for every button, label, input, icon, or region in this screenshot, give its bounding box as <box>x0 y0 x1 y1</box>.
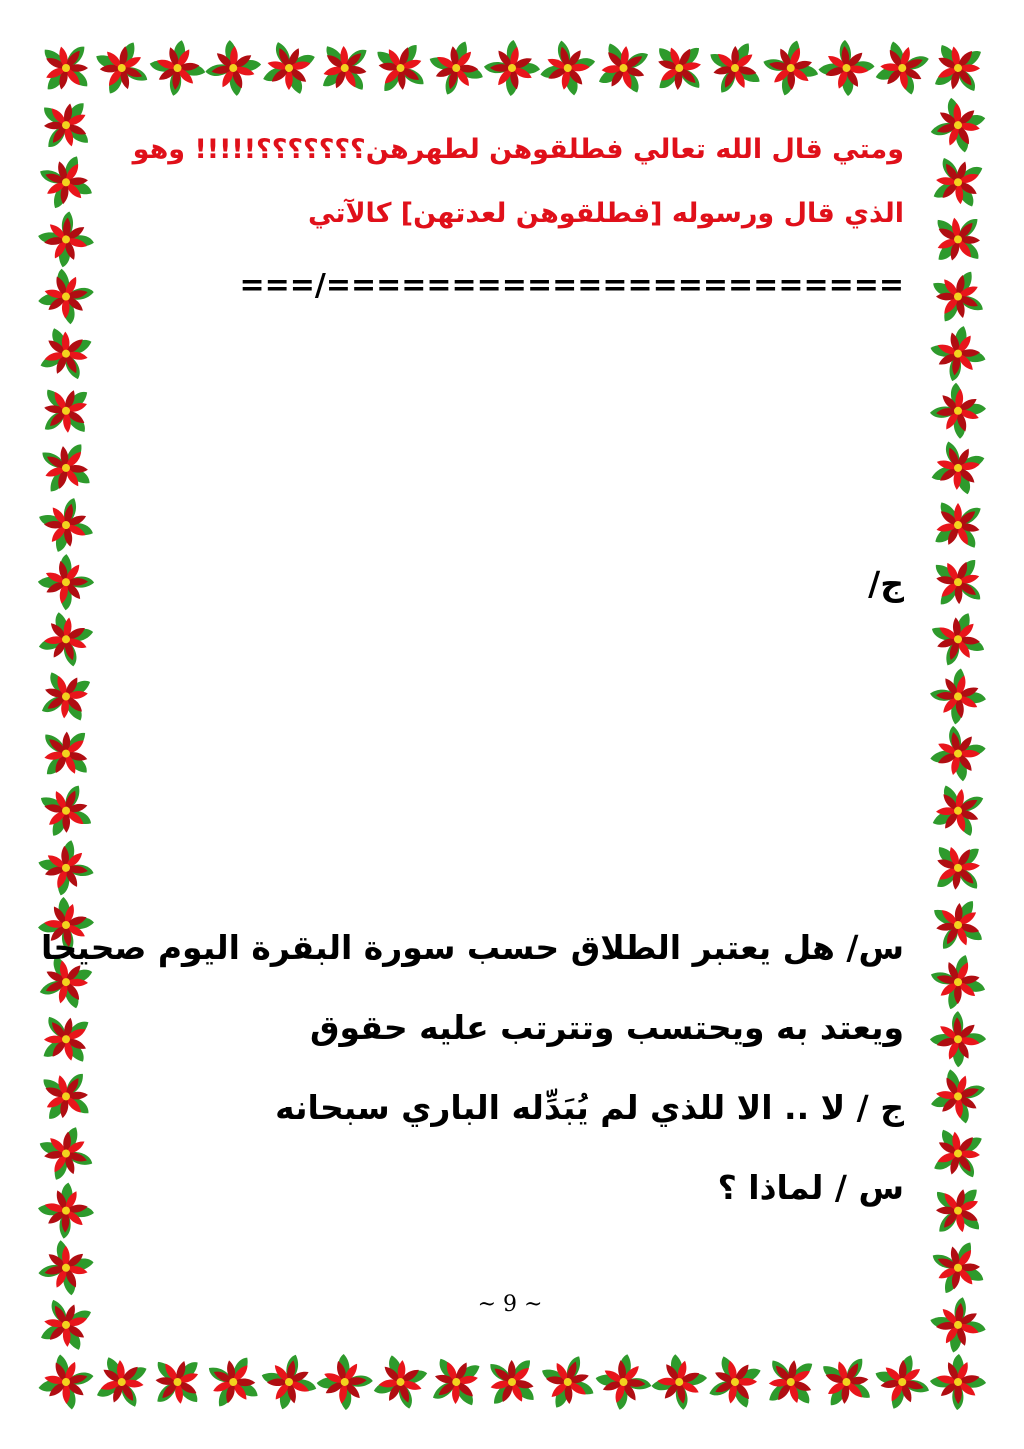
poinsettia-flower-icon <box>143 40 211 102</box>
poinsettia-flower-icon <box>38 1233 101 1303</box>
poinsettia-flower-icon <box>923 1004 986 1074</box>
poinsettia-flower-icon <box>926 151 986 214</box>
poinsettia-flower-icon <box>38 1347 101 1410</box>
poinsettia-flower-icon <box>426 1352 487 1410</box>
poinsettia-flower-icon <box>932 556 984 608</box>
poinsettia-flower-icon <box>923 1347 986 1410</box>
poinsettia-flower-icon <box>923 719 986 789</box>
poinsettia-flower-icon <box>653 42 706 95</box>
poinsettia-flower-icon <box>316 40 373 97</box>
poinsettia-flower-icon <box>38 262 101 332</box>
poinsettia-flower-icon <box>40 99 91 150</box>
question-line-1: س/ هل يعتبر الطلاق حسب سورة البقرة اليوم صحيحا <box>41 928 904 967</box>
poinsettia-flower-icon <box>533 40 602 103</box>
poinsettia-flower-icon <box>589 1348 658 1410</box>
poinsettia-flower-icon <box>38 383 94 439</box>
poinsettia-flower-icon <box>477 40 547 103</box>
poinsettia-flower-icon <box>925 778 986 843</box>
poinsettia-flower-icon <box>38 547 101 617</box>
document-body <box>41 120 904 1340</box>
poinsettia-flower-icon <box>40 1070 93 1123</box>
poinsettia-flower-icon <box>256 40 322 101</box>
poinsettia-flower-icon <box>930 840 985 895</box>
poinsettia-flower-icon <box>927 1122 986 1184</box>
poinsettia-flower-icon <box>151 1355 205 1409</box>
poinsettia-flower-icon <box>924 434 986 501</box>
poinsettia-flower-icon <box>924 320 986 387</box>
poinsettia-flower-icon <box>256 1349 323 1410</box>
poinsettia-flower-icon <box>819 1354 874 1409</box>
poinsettia-flower-icon <box>537 1351 599 1410</box>
poinsettia-flower-icon <box>424 40 489 100</box>
poinsettia-flower-icon <box>38 1122 98 1186</box>
poinsettia-flower-icon <box>644 1347 714 1410</box>
poinsettia-flower-icon <box>928 40 986 98</box>
poinsettia-flower-icon <box>310 1347 380 1410</box>
answer-label: ج/ <box>868 564 904 603</box>
poinsettia-flower-icon <box>762 1354 819 1410</box>
question-line-3: س / لماذا ؟ <box>717 1168 904 1207</box>
poinsettia-flower-icon <box>933 1185 983 1235</box>
poinsettia-flower-icon <box>928 267 986 327</box>
poinsettia-flower-icon <box>38 321 99 387</box>
poinsettia-flower-icon <box>38 834 100 902</box>
poinsettia-flower-icon <box>925 949 986 1015</box>
poinsettia-flower-icon <box>924 1062 986 1131</box>
poinsettia-flower-icon <box>373 41 428 96</box>
poinsettia-flower-icon <box>702 1349 768 1410</box>
poinsettia-flower-icon <box>930 897 986 954</box>
poinsettia-flower-icon <box>40 728 91 779</box>
poinsettia-flower-icon <box>928 1237 986 1298</box>
poinsettia-flower-icon <box>706 40 765 97</box>
poinsettia-flower-icon <box>38 781 96 841</box>
poinsettia-flower-icon <box>41 43 91 93</box>
poinsettia-flower-icon <box>38 492 99 558</box>
question-line-2: ويعتد به ويحتسب وتترتب عليه حقوق <box>309 1008 904 1047</box>
poinsettia-flower-icon <box>928 495 986 555</box>
poinsettia-flower-icon <box>38 1176 101 1245</box>
poinsettia-flower-icon <box>932 213 984 265</box>
poinsettia-flower-icon <box>487 1357 537 1407</box>
separator-line: ===/======================= <box>239 268 904 303</box>
poinsettia-flower-icon <box>870 1349 935 1410</box>
poinsettia-flower-icon <box>366 1348 434 1410</box>
poinsettia-flower-icon <box>198 40 268 103</box>
poinsettia-flower-icon <box>204 1353 262 1410</box>
poinsettia-flower-icon <box>38 205 100 274</box>
poinsettia-flower-icon <box>91 40 152 99</box>
text-line-1: ومتي قال الله تعالي فطلقوهن لطهرهن؟؟؟؟؟؟؟!!!!! وهو <box>132 134 904 165</box>
poinsettia-flower-icon <box>924 1291 986 1359</box>
poinsettia-flower-icon <box>38 440 94 496</box>
page-number: ~ 9 ~ <box>477 1292 543 1317</box>
poinsettia-flower-icon <box>868 40 936 102</box>
answer-line: ج / لا .. الا للذي لم يُبَدِّله الباري سبحانه <box>275 1088 904 1127</box>
poinsettia-flower-icon <box>923 662 986 731</box>
poinsettia-flower-icon <box>38 151 97 214</box>
poinsettia-flower-icon <box>38 665 97 728</box>
poinsettia-flower-icon <box>757 40 824 102</box>
poinsettia-flower-icon <box>38 605 100 674</box>
poinsettia-flower-icon <box>38 1293 98 1358</box>
poinsettia-flower-icon <box>90 1350 154 1410</box>
text-line-2: الذي قال ورسوله [فطلقوهن لعدتهن] كالآتي <box>308 198 904 229</box>
poinsettia-flower-icon <box>923 91 986 160</box>
poinsettia-flower-icon <box>923 376 986 446</box>
poinsettia-flower-icon <box>592 40 656 100</box>
poinsettia-flower-icon <box>38 1010 95 1069</box>
poinsettia-flower-icon <box>926 608 986 671</box>
poinsettia-flower-icon <box>811 40 881 103</box>
